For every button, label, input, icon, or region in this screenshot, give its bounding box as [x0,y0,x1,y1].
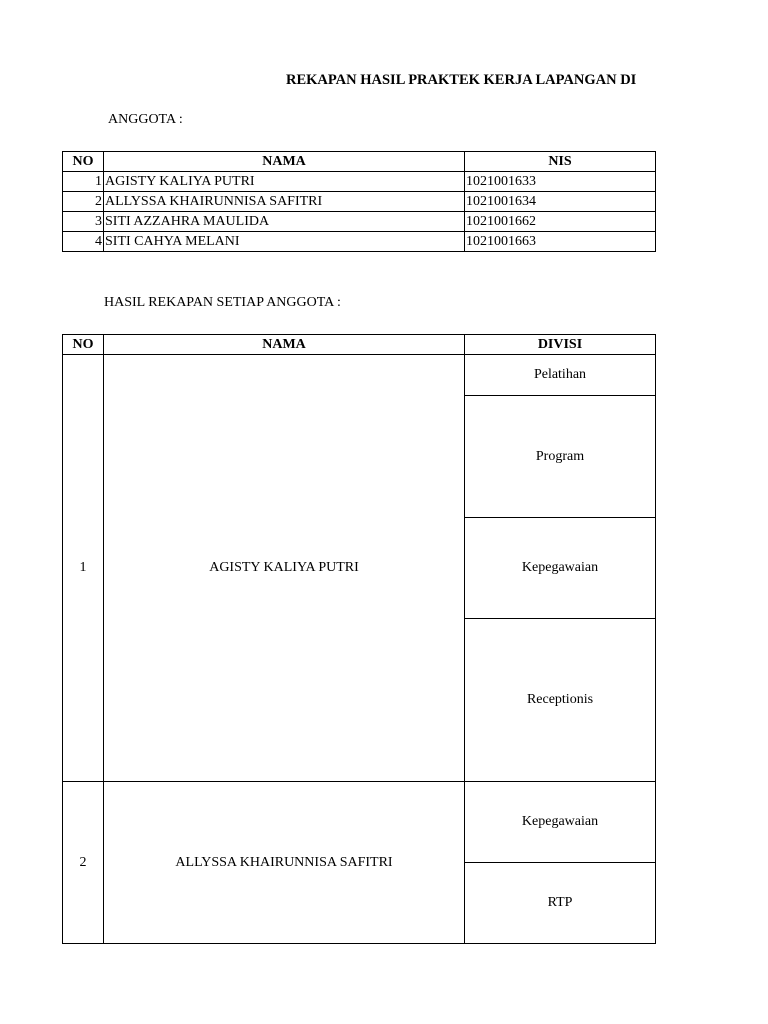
members-header-row [63,152,656,172]
members-header-no: NO [63,152,104,172]
recap-divisi: Program [465,396,656,518]
member-nama: ALLYSSA KHAIRUNNISA SAFITRI [104,192,465,212]
recap-divisi: Pelatihan [465,355,656,396]
member-nis: 1021001633 [465,172,656,192]
recap-divisi: Receptionis [465,619,656,782]
recap-header-row [63,335,656,355]
table-row [63,192,656,212]
recap-divisi: Kepegawaian [465,518,656,619]
recap-no: 1 [63,355,104,782]
member-nama: SITI AZZAHRA MAULIDA [104,212,465,232]
anggota-label: ANGGOTA : [108,112,183,127]
members-header-nis: NIS [465,152,656,172]
member-nis: 1021001662 [465,212,656,232]
table-row [63,782,656,863]
table-row [63,172,656,192]
hasil-rekapan-label: HASIL REKAPAN SETIAP ANGGOTA : [104,295,341,310]
members-header-nama: NAMA [104,152,465,172]
recap-divisi: Kepegawaian [465,782,656,863]
recap-table [62,334,656,944]
member-no: 4 [63,232,104,252]
recap-header-divisi: DIVISI [465,335,656,355]
member-nama: SITI CAHYA MELANI [104,232,465,252]
table-row [63,355,656,396]
member-no: 3 [63,212,104,232]
member-no: 2 [63,192,104,212]
member-nis: 1021001634 [465,192,656,212]
recap-header-nama: NAMA [104,335,465,355]
member-nis: 1021001663 [465,232,656,252]
member-nama: AGISTY KALIYA PUTRI [104,172,465,192]
recap-no: 2 [63,782,104,944]
member-no: 1 [63,172,104,192]
document-title: REKAPAN HASIL PRAKTEK KERJA LAPANGAN DI [286,72,637,88]
recap-nama: ALLYSSA KHAIRUNNISA SAFITRI [104,782,465,944]
recap-nama: AGISTY KALIYA PUTRI [104,355,465,782]
table-row [63,212,656,232]
table-row [63,232,656,252]
recap-divisi: RTP [465,863,656,944]
members-table [62,151,656,252]
recap-header-no: NO [63,335,104,355]
